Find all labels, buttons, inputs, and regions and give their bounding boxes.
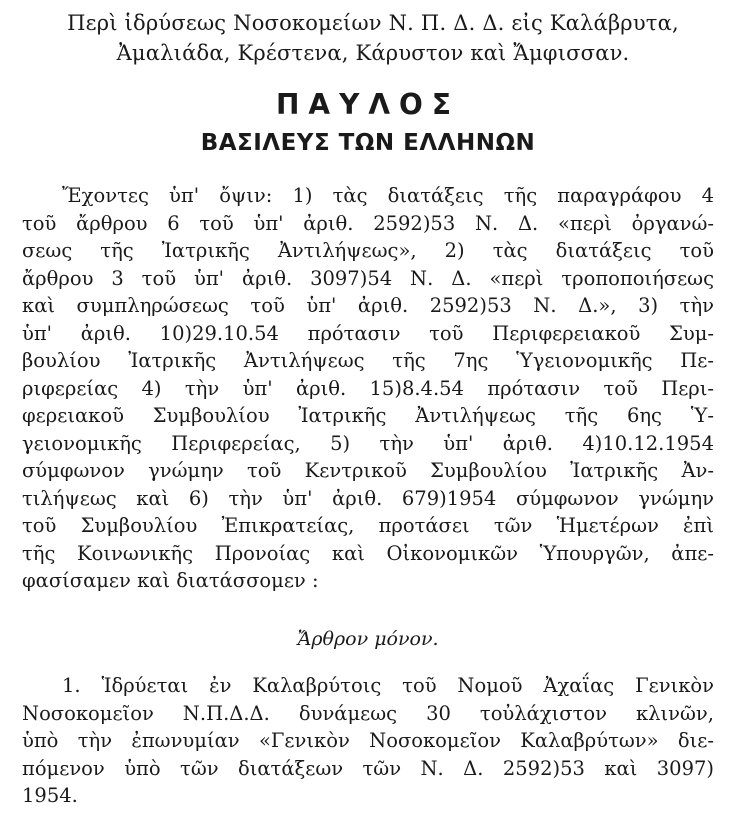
king-title: ΒΑΣΙΛΕΥΣ ΤΩΝ ΕΛΛΗΝΩΝ xyxy=(200,130,536,156)
text-line: ὑπὸ τὴν ἐπωνυμίαν «Γενικὸν Νοσοκομεῖον Καλαβρύτων» διε- xyxy=(22,729,714,752)
text-line: Ἔχοντες ὑπ' ὄψιν: 1) τὰς διατάξεις τῆς παραγράφου 4 xyxy=(62,184,714,207)
text-line: ὑπ' ἀριθ. 10)29.10.54 πρότασιν τοῦ Περιφερειακοῦ Συμ- xyxy=(22,321,714,345)
article-heading: Ἄρθρον μόνον. xyxy=(297,628,439,650)
text-line: τῆς Κοινωνικῆς Προνοίας καὶ Οἰκονομικῶν Ὑπουργῶν, ἀπε- xyxy=(22,541,714,565)
text-line: φασίσαμεν καὶ διατάσσομεν : xyxy=(22,569,319,592)
text-line: 1. Ἱδρύεται ἐν Καλαβρύτοις τοῦ Νομοῦ Ἀχαΐας Γενικὸν xyxy=(62,674,714,697)
text-line: φερειακοῦ Συμβουλίου Ἰατρικῆς Ἀντιλήψεως τῆς 6ης Ὑ- xyxy=(22,404,714,427)
text-line: γειονομικῆς Περιφερείας, 5) τὴν ὑπ' ἀριθ. 4)10.12.1954 xyxy=(22,431,714,455)
text-line: τοῦ Συμβουλίου Ἐπικρατείας, προτάσει τῶν Ἡμετέρων ἐπὶ xyxy=(22,514,714,537)
preamble-paragraph xyxy=(22,182,714,595)
article-paragraph xyxy=(22,672,714,810)
text-line: τοῦ ἄρθρου 6 τοῦ ὑπ' ἀριθ. 2592)53 Ν. Δ. «περὶ ὀργανώ- xyxy=(22,211,714,235)
text-line: ἄρθρου 3 τοῦ ὑπ' ἀριθ. 3097)54 Ν. Δ. «περὶ τροποποιήσεως xyxy=(22,266,714,290)
text-line: σύμφωνον γνώμην τοῦ Κεντρικοῦ Συμβουλίου Ἰατρικῆς Ἀν- xyxy=(22,459,714,482)
document-title xyxy=(24,8,722,68)
text-line: Νοσοκομεῖον Ν.Π.Δ.Δ. δυνάμεως 30 τοὐλάχιστον κλινῶν, xyxy=(22,701,714,725)
text-line: ριφερείας 4) τὴν ὑπ' ἀριθ. 15)8.4.54 πρότασιν τοῦ Περι- xyxy=(22,376,714,400)
text-line: 1954. xyxy=(22,784,78,807)
text-line: καὶ συμπληρώσεως τοῦ ὑπ' ἀριθ. 2592)53 Ν. Δ.», 3) τὴν xyxy=(22,294,714,317)
king-name: ΠΑΥΛΟΣ xyxy=(276,88,460,121)
title-line: Περὶ ἱδρύσεως Νοσοκομείων Ν. Π. Δ. Δ. εἰς Καλάβρυτα, xyxy=(67,11,679,35)
title-line: Ἀμαλιάδα, Κρέστενα, Κάρυστον καὶ Ἄμφισσαν. xyxy=(116,41,630,65)
text-line: πόμενον ὑπὸ τῶν διατάξεων τῶν Ν. Δ. 2592)53 καὶ 3097) xyxy=(22,756,714,780)
text-line: σεως τῆς Ἰατρικῆς Ἀντιλήψεως», 2) τὰς διατάξεις τοῦ xyxy=(22,239,714,262)
text-line: βουλίου Ἰατρικῆς Ἀντιλήψεως τῆς 7ης Ὑγειονομικῆς Πε- xyxy=(22,349,714,372)
text-line: τιλήψεως καὶ 6) τὴν ὑπ' ἀριθ. 679)1954 σύμφωνον γνώμην xyxy=(22,486,714,510)
